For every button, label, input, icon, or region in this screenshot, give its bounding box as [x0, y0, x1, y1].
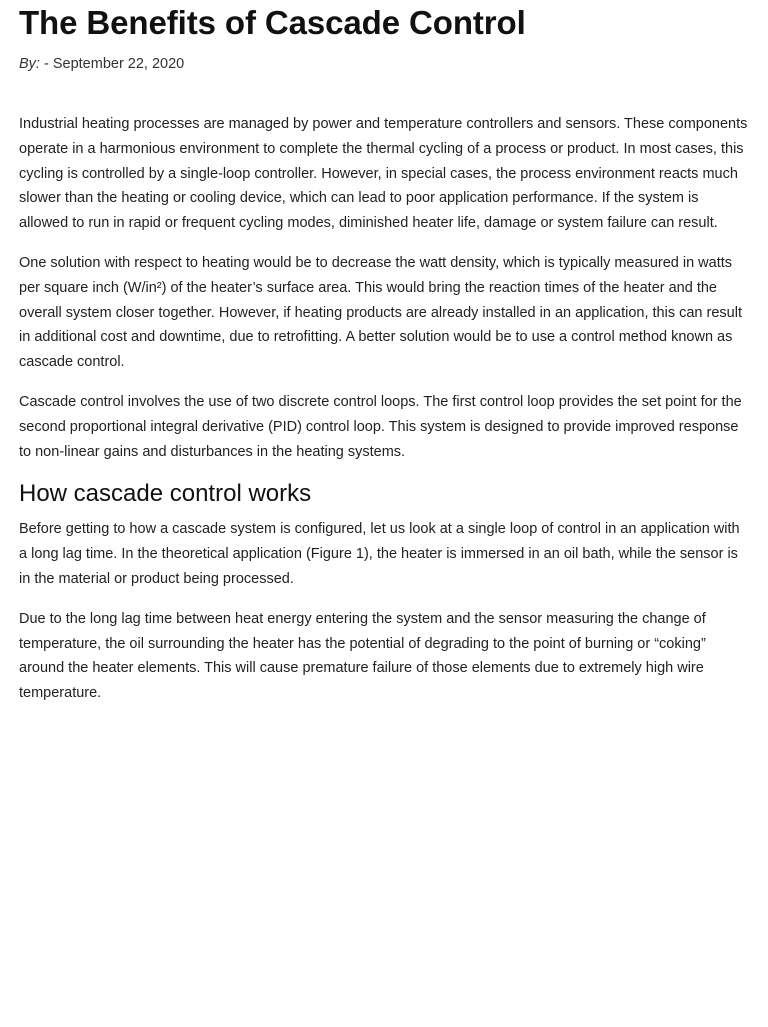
paragraph-intro-2: One solution with respect to heating would be to decrease the watt density, which is typically measured in watts per square inch (W/in²) of the heater’s surface area. This would bring the reaction times of the heater and the overall system closer together. However, if heating products are already installed in an application, this can result in additional cost and downtime, due to retrofitting. A better solution would be to use a control method known as cascade control.	[19, 254, 742, 371]
article-title: The Benefits of Cascade Control	[19, 4, 526, 41]
byline-by-label: By:	[19, 56, 40, 72]
article	[0, 3, 768, 706]
byline-separator: -	[39, 56, 53, 72]
paragraph-intro-3: Cascade control involves the use of two discrete control loops. The first control loop provides the set point for the second proportional integral derivative (PID) control loop. This system is designed to provide improved response to non-linear gains and disturbances in the heating systems.	[19, 393, 742, 460]
section-heading: How cascade control works	[19, 480, 312, 508]
paragraph-intro-1: Industrial heating processes are managed by power and temperature controllers and sensors. These components operate in a harmonious environment to complete the thermal cycling of a process or product. In most cases, this cycling is controlled by a single-loop controller. However, in special cases, the process environment reacts much slower than the heating or cooling device, which can lead to poor application performance. If the system is allowed to run in rapid or frequent cycling modes, diminished heater life, damage or system failure can result.	[19, 116, 748, 232]
paragraph-section-1: Before getting to how a cascade system is configured, let us look at a single loop of control in an application with a long lag time. In the theoretical application (Figure 1), the heater is immersed in an oil bath, while the sensor is in the material or product being processed.	[19, 521, 740, 587]
byline	[19, 54, 748, 74]
article-body	[19, 112, 748, 706]
paragraph-section-2: Due to the long lag time between heat energy entering the system and the sensor measuring the change of temperature, the oil surrounding the heater has the potential of degrading to the point of burning or “coking” around the heater elements. This will cause premature failure of those elements due to extremely high wire temperature.	[19, 610, 706, 702]
byline-date: September 22, 2020	[52, 56, 185, 72]
